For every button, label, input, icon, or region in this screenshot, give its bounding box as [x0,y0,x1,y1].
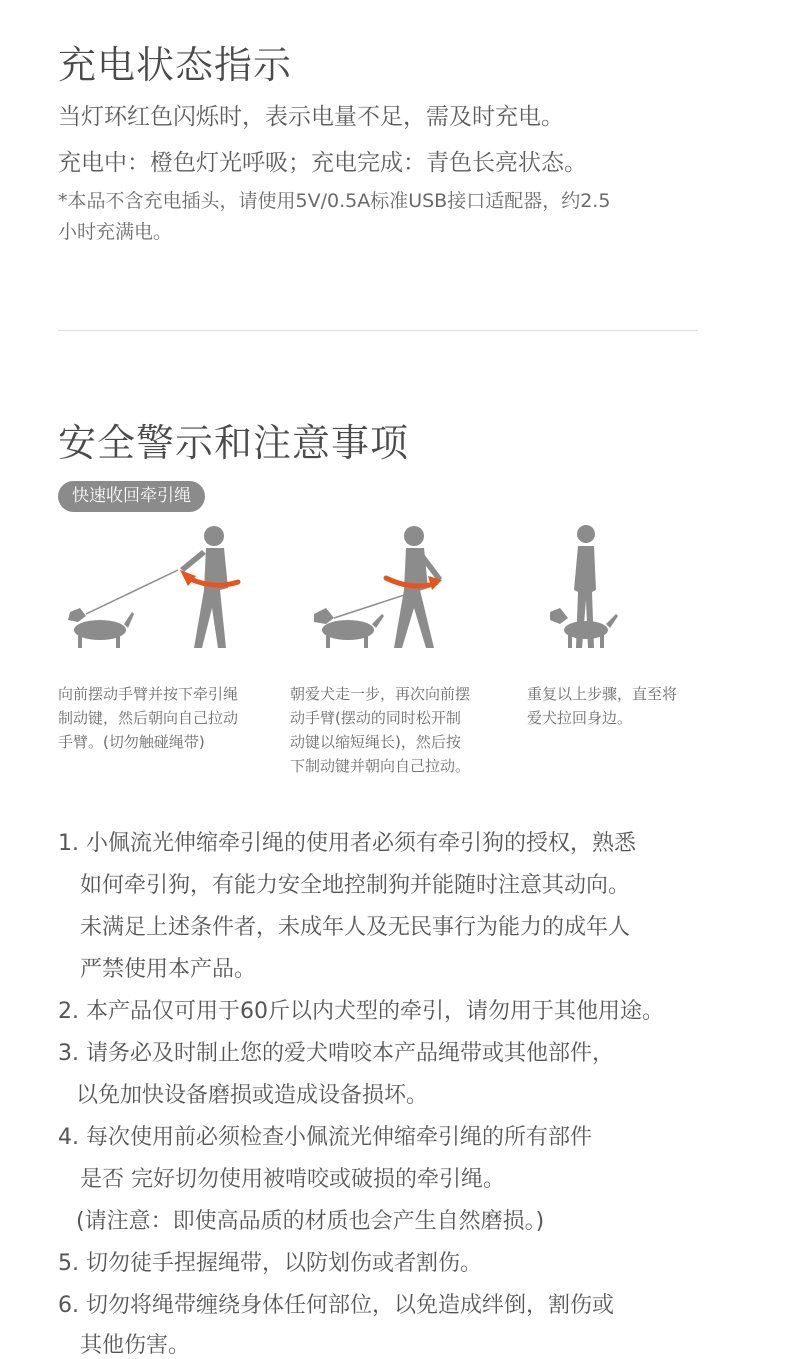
section-divider [58,330,698,331]
charging-title: 充电状态指示 [58,43,293,87]
safety-title: 安全警示和注意事项 [58,421,410,465]
retract-badge: 快速收回牵引绳 [58,481,205,512]
safety-item-6: 6. 切勿将绳带缠绕身体任何部位，以免造成绊倒，割伤或 [58,1293,614,1318]
caption-line: 朝爱犬走一步，再次向前摆 [290,685,471,703]
safety-item-5: 5. 切勿徒手捏握绳带，以防划伤或者割伤。 [58,1251,482,1276]
safety-item-2: 2. 本产品仅可用于60斤以内犬型的牵引，请勿用于其他用途。 [58,999,664,1024]
caption-step-3 [527,682,727,730]
safety-item-4: 4. 每次使用前必须检查小佩流光伸缩牵引绳的所有部件 [58,1125,592,1150]
safety-item-1-cont: 未满足上述条件者，未成年人及无民事行为能力的成年人 [80,915,631,940]
caption-line: 下制动键并朝向自己拉动。 [290,757,471,775]
illustration-step-1 [56,520,276,655]
illustration-step-3 [540,520,630,655]
caption-line: 向前摆动手臂并按下牵引绳 [58,685,239,703]
caption-line: 重复以上步骤，直至将 [527,685,678,703]
caption-line: 动键以缩短绳长)，然后按 [290,733,461,751]
safety-item-4-cont: 是否 完好切勿使用被啃咬或破损的牵引绳。 [80,1167,505,1192]
leash-line [86,570,178,614]
charging-line-2: 充电中：橙色灯光呼吸；充电完成：青色长亮状态。 [58,150,587,176]
safety-item-1-cont: 严禁使用本产品。 [80,957,257,982]
safety-item-1-cont: 如何牵引狗，有能力安全地控制狗并能随时注意其动向。 [80,873,631,898]
person-figure [404,526,424,546]
charging-note-line-1: *本品不含充电插头，请使用5V/0.5A标准USB接口适配器，约2.5 [58,190,611,212]
safety-item-3: 3. 请务必及时制止您的爱犬啃咬本产品绳带或其他部件， [58,1041,614,1066]
safety-item-6-cont: 其他伤害。 [80,1333,191,1358]
person-figure [204,526,224,546]
safety-item-4-cont: (请注意：即使高品质的材质也会产生自然磨损。) [76,1209,545,1234]
caption-line: 动手臂(摆动的同时松开制 [290,709,461,727]
charging-note-line-2: 小时充满电。 [58,221,173,243]
charging-line-1: 当灯环红色闪烁时，表示电量不足，需及时充电。 [58,104,564,130]
safety-item-1: 1. 小佩流光伸缩牵引绳的使用者必须有牵引狗的授权，熟悉 [58,831,636,856]
caption-line: 制动键，然后朝向自己拉动 [58,709,239,727]
safety-item-3-cont: 以免加快设备磨损或造成设备损坏。 [76,1083,429,1108]
caption-line: 爱犬拉回身边。 [527,709,633,727]
caption-step-2 [290,682,515,778]
illustration-step-2 [310,520,500,655]
dog-figure [68,608,134,648]
caption-line: 手臂。(切勿触碰绳带) [58,733,205,751]
dog-figure [314,608,384,648]
charging-note [58,186,698,248]
caption-step-1 [58,682,283,754]
person-figure [577,525,595,543]
